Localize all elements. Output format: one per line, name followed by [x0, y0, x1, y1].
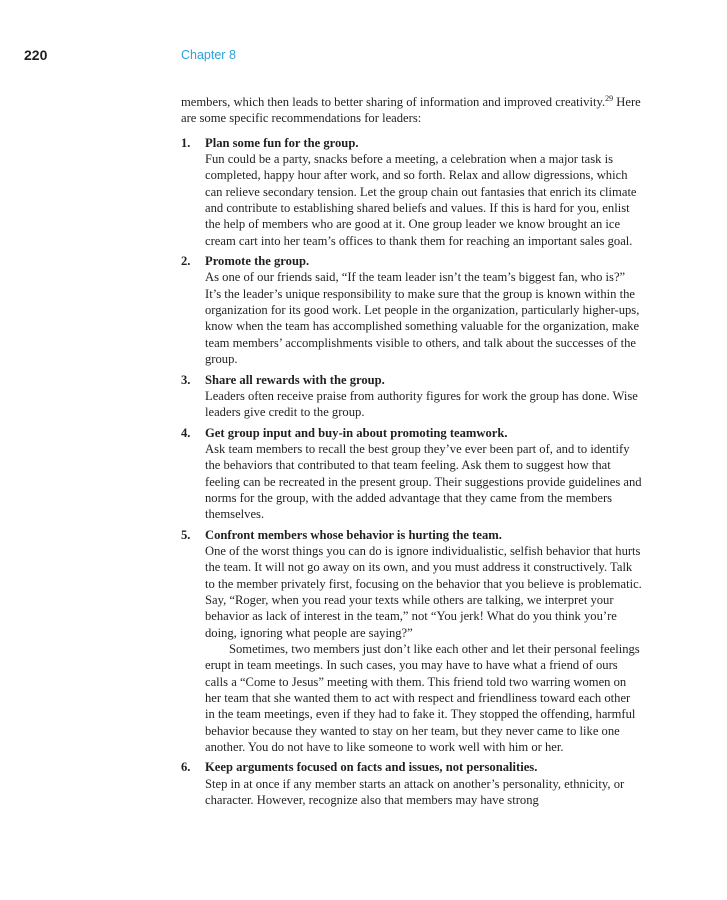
intro-text: members, which then leads to better sharing of information and improved creativity.: [181, 95, 606, 109]
list-item: [181, 135, 643, 249]
item-number: 6.: [181, 760, 191, 775]
item-body-continued: Sometimes, two members just don’t like each other and let their personal feelings erupt in team meetings. In such cases, you may have to have what a friend of ours calls a “Come to Jesus” meeting with them. This friend told two warring women on her team that she wanted them to act with respect and friendliness toward each other in the team meetings, even if they had to fake it. They stopped the offending, harmful behavior because they wanted to stay on her team, but they never came to like one another. You do not have to like someone to work well with him or her.: [205, 642, 640, 755]
intro-paragraph: [181, 94, 643, 127]
item-body: Step in at once if any member starts an attack on another’s personality, ethnicity, or character. However, recognize also that members may have strong: [205, 776, 625, 808]
item-body: As one of our friends said, “If the team leader isn’t the team’s biggest fan, who is?” It’s the leader’s unique responsibility to make sure that the group is known within the organization for its good work. Let people in the organization, particularly higher-ups, know when the team has accomplished something valuable for the organization, make team members’ accomplishments visible to others, and talk about the successes of the group.: [205, 270, 640, 367]
item-number: 1.: [181, 135, 191, 150]
item-title: Get group input and buy-in about promoting teamwork.: [205, 425, 508, 440]
item-body: Leaders often receive praise from authority figures for work the group has done. Wise leaders give credit to the group.: [205, 388, 638, 420]
item-title: Confront members whose behavior is hurting the team.: [205, 527, 502, 542]
list-item: [181, 759, 643, 808]
page-number: 220: [24, 47, 48, 63]
item-number: 5.: [181, 527, 191, 542]
item-body: Ask team members to recall the best group they’ve ever been part of, and to identify the behaviors that contributed to that team feeling. Ask them to suggest how that feeling can be recreated in the present group. Their suggestions provide guidelines and norms for the group, with the added advantage that they came from the members themselves.: [205, 441, 642, 522]
chapter-label: Chapter 8: [181, 48, 236, 62]
list-item: [181, 425, 643, 523]
item-title: Promote the group.: [205, 254, 310, 269]
page-body: [181, 94, 643, 812]
item-number: 3.: [181, 372, 191, 387]
footnote-marker: 29: [605, 93, 614, 103]
item-body: Fun could be a party, snacks before a meeting, a celebration when a major task is completed, happy hour after work, and so forth. Relax and allow digressions, which can relieve secondary tension. Let the group chain out fantasies that enrich its climate and contribute to establishing shared beliefs and values. If this is hard for you, enlist the help of members who are good at it. One group leader we know brought an ice cream cart into her team’s offices to thank them for reaching an important sales goal.: [205, 152, 637, 248]
item-title: Keep arguments focused on facts and issues, not personalities.: [205, 760, 538, 775]
item-title: Share all rewards with the group.: [205, 372, 385, 387]
intro-text-2: Here are some specific recommendations for leaders:: [181, 95, 641, 126]
list-item: [181, 527, 643, 756]
item-number: 4.: [181, 425, 191, 440]
item-title: Plan some fun for the group.: [205, 135, 359, 150]
item-body: One of the worst things you can do is ignore individualistic, selfish behavior that hurts the team. It will not go away on its own, and you must address it constructively. Talk to the member privately first, focusing on the behavior that you believe is problematic. Say, “Roger, when you read your texts while others are talking, we interpret your behavior as lack of interest in the team,” not “You jerk! What do you think you’re doing, ignoring what people are saying?”: [205, 543, 642, 640]
recommendations-list: [181, 135, 643, 809]
list-item: [181, 253, 643, 367]
list-item: [181, 372, 643, 421]
item-number: 2.: [181, 254, 191, 269]
